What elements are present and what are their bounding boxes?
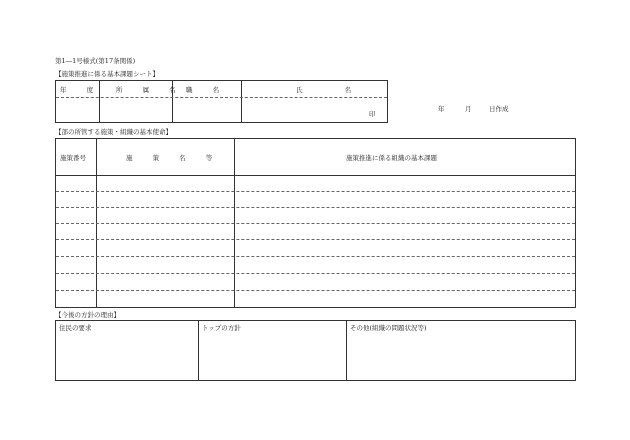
row-divider xyxy=(56,97,387,98)
policy-reasons-table xyxy=(55,320,576,381)
department-field[interactable] xyxy=(100,99,171,121)
header-divider xyxy=(56,175,575,176)
section-title-basic-mission: 【部の所管する施策・組織の基本使命】 xyxy=(55,128,172,136)
year-field[interactable] xyxy=(76,99,98,121)
row-divider xyxy=(56,256,575,257)
name-header: 氏 名 xyxy=(296,86,372,94)
row-divider xyxy=(56,191,575,192)
department-header: 所 属 名 xyxy=(116,86,185,94)
form-number: 第1―1号様式(第17条関係) xyxy=(55,57,136,65)
basic-mission-table xyxy=(55,138,576,308)
seal-mark: 印 xyxy=(369,110,376,118)
section-title-basic-issue-sheet: 【施策推進に係る基本課題シート】 xyxy=(55,70,159,78)
row-divider xyxy=(56,239,575,240)
header-info-table xyxy=(55,80,388,123)
date-created-label: 日作成 xyxy=(489,105,509,113)
position-header: 職 名 xyxy=(186,86,229,94)
date-year-label: 年 xyxy=(438,105,445,113)
basic-issue-header: 施策推進に係る組織の基本課題 xyxy=(346,154,437,162)
row-divider xyxy=(56,273,575,274)
date-month-label: 月 xyxy=(465,105,472,113)
policy-name-header: 施 策 名 等 xyxy=(126,154,222,162)
year-header: 年 度 xyxy=(60,86,103,94)
column-divider xyxy=(346,321,347,380)
row-divider xyxy=(56,207,575,208)
residents-demand-header: 住民の要求 xyxy=(59,324,92,332)
name-field[interactable] xyxy=(242,99,367,121)
policy-number-header: 施策番号 xyxy=(60,154,86,162)
column-divider xyxy=(198,321,199,380)
other-issues-header: その他(組織の問題状況等) xyxy=(350,324,427,332)
top-policy-header: トップの方針 xyxy=(202,324,241,332)
row-divider xyxy=(56,223,575,224)
position-field[interactable] xyxy=(173,99,240,121)
section-title-policy-reasons: 【今後の方針の理由】 xyxy=(55,311,120,319)
row-divider xyxy=(56,290,575,291)
